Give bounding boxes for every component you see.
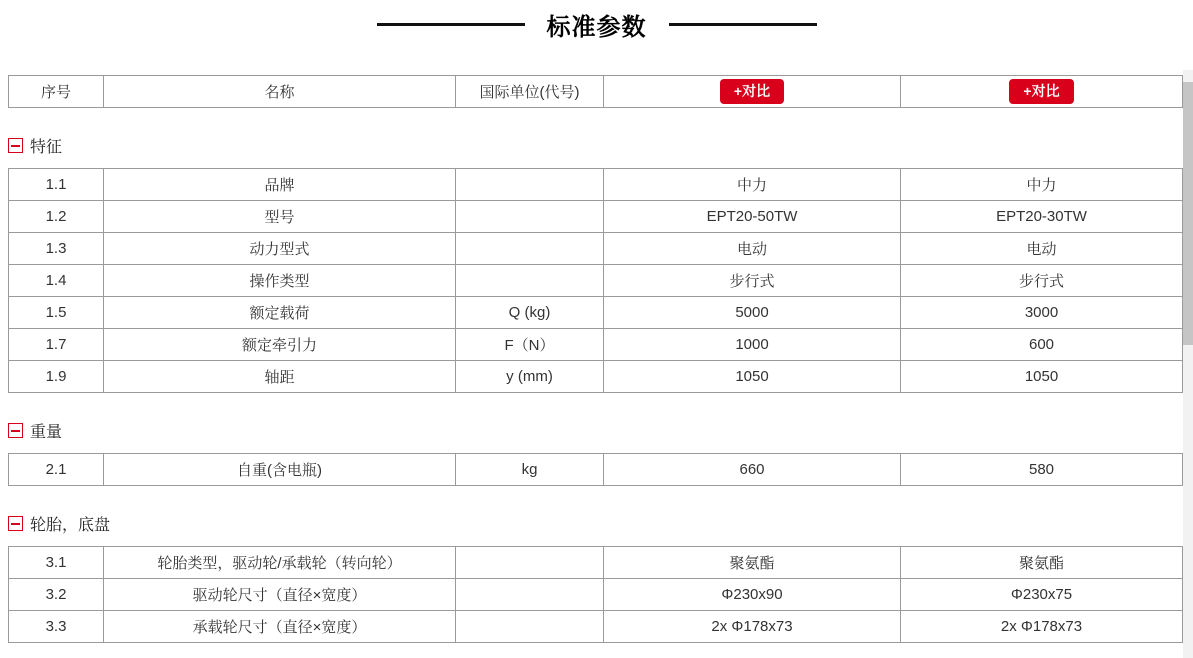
row-unit-cell <box>456 579 604 611</box>
title-bar <box>0 6 1193 42</box>
row-no-cell: 3.2 <box>9 579 104 611</box>
spec-section <box>8 135 1183 393</box>
row-no-cell: 1.3 <box>9 233 104 265</box>
row-value1-cell: 电动 <box>604 233 901 265</box>
row-name-cell: 轴距 <box>104 361 456 393</box>
row-value2-cell: EPT20-30TW <box>901 201 1183 233</box>
row-value1-cell: EPT20-50TW <box>604 201 901 233</box>
collapse-minus-icon[interactable] <box>8 516 23 531</box>
table-row <box>9 201 1183 233</box>
row-value2-cell: 600 <box>901 329 1183 361</box>
collapse-minus-icon[interactable] <box>8 423 23 438</box>
table-row <box>9 547 1183 579</box>
row-unit-cell: F（N） <box>456 329 604 361</box>
row-value1-cell: 聚氨酯 <box>604 547 901 579</box>
section-header <box>8 135 1183 156</box>
row-unit-cell <box>456 201 604 233</box>
row-name-cell: 额定载荷 <box>104 297 456 329</box>
add-compare-button-1[interactable]: +对比 <box>720 79 784 104</box>
table-row <box>9 611 1183 643</box>
section-label: 重量 <box>30 424 63 441</box>
row-value1-cell: Φ230x90 <box>604 579 901 611</box>
table-row <box>9 233 1183 265</box>
row-value1-cell: 步行式 <box>604 265 901 297</box>
row-name-cell: 型号 <box>104 201 456 233</box>
section-table <box>8 168 1183 393</box>
row-name-cell: 轮胎类型，驱动轮/承载轮（转向轮） <box>104 547 456 579</box>
row-value2-cell: 2x Φ178x73 <box>901 611 1183 643</box>
row-no-cell: 3.1 <box>9 547 104 579</box>
row-no-cell: 1.1 <box>9 169 104 201</box>
row-value1-cell: 1000 <box>604 329 901 361</box>
add-compare-button-2[interactable]: +对比 <box>1009 79 1073 104</box>
row-no-cell: 1.4 <box>9 265 104 297</box>
col-header-no: 序号 <box>9 76 104 108</box>
section-table <box>8 546 1183 643</box>
header-table <box>8 75 1183 108</box>
row-unit-cell <box>456 265 604 297</box>
sections <box>8 135 1183 643</box>
table-row <box>9 361 1183 393</box>
title-line-left <box>377 23 525 26</box>
compare-cell-2 <box>901 76 1183 108</box>
section-table <box>8 453 1183 486</box>
row-name-cell: 品牌 <box>104 169 456 201</box>
col-header-unit: 国际单位(代号) <box>456 76 604 108</box>
row-name-cell: 承载轮尺寸（直径×宽度） <box>104 611 456 643</box>
row-name-cell: 驱动轮尺寸（直径×宽度） <box>104 579 456 611</box>
row-unit-cell <box>456 169 604 201</box>
row-value1-cell: 2x Φ178x73 <box>604 611 901 643</box>
row-value2-cell: 3000 <box>901 297 1183 329</box>
table-row <box>9 265 1183 297</box>
scrollbar-thumb[interactable] <box>1183 82 1193 345</box>
page-title: 标准参数 <box>546 13 647 41</box>
row-value2-cell: 1050 <box>901 361 1183 393</box>
table-row <box>9 579 1183 611</box>
table-row <box>9 169 1183 201</box>
row-name-cell: 额定牵引力 <box>104 329 456 361</box>
row-name-cell: 自重(含电瓶) <box>104 454 456 486</box>
row-value2-cell: 580 <box>901 454 1183 486</box>
row-unit-cell: y (mm) <box>456 361 604 393</box>
row-unit-cell: Q (kg) <box>456 297 604 329</box>
title-line-right <box>669 23 817 26</box>
row-no-cell: 1.5 <box>9 297 104 329</box>
row-no-cell: 1.9 <box>9 361 104 393</box>
spec-section <box>8 513 1183 643</box>
table-row <box>9 297 1183 329</box>
row-no-cell: 3.3 <box>9 611 104 643</box>
row-value1-cell: 中力 <box>604 169 901 201</box>
section-header <box>8 513 1183 534</box>
row-no-cell: 1.2 <box>9 201 104 233</box>
row-value1-cell: 1050 <box>604 361 901 393</box>
row-value2-cell: 聚氨酯 <box>901 547 1183 579</box>
section-header <box>8 420 1183 441</box>
row-value2-cell: 步行式 <box>901 265 1183 297</box>
table-row <box>9 454 1183 486</box>
row-unit-cell <box>456 611 604 643</box>
row-unit-cell <box>456 233 604 265</box>
row-unit-cell: kg <box>456 454 604 486</box>
row-value1-cell: 660 <box>604 454 901 486</box>
row-unit-cell <box>456 547 604 579</box>
section-label: 轮胎，底盘 <box>30 517 111 534</box>
col-header-name: 名称 <box>104 76 456 108</box>
row-name-cell: 操作类型 <box>104 265 456 297</box>
spec-section <box>8 420 1183 486</box>
row-value2-cell: 中力 <box>901 169 1183 201</box>
spec-comparison <box>8 75 1183 643</box>
header-row <box>9 76 1183 108</box>
collapse-minus-icon[interactable] <box>8 138 23 153</box>
scrollbar-track[interactable] <box>1183 70 1193 658</box>
row-value2-cell: 电动 <box>901 233 1183 265</box>
table-row <box>9 329 1183 361</box>
row-no-cell: 1.7 <box>9 329 104 361</box>
row-value1-cell: 5000 <box>604 297 901 329</box>
section-label: 特征 <box>30 139 63 156</box>
row-name-cell: 动力型式 <box>104 233 456 265</box>
compare-cell-1 <box>604 76 901 108</box>
row-value2-cell: Φ230x75 <box>901 579 1183 611</box>
row-no-cell: 2.1 <box>9 454 104 486</box>
